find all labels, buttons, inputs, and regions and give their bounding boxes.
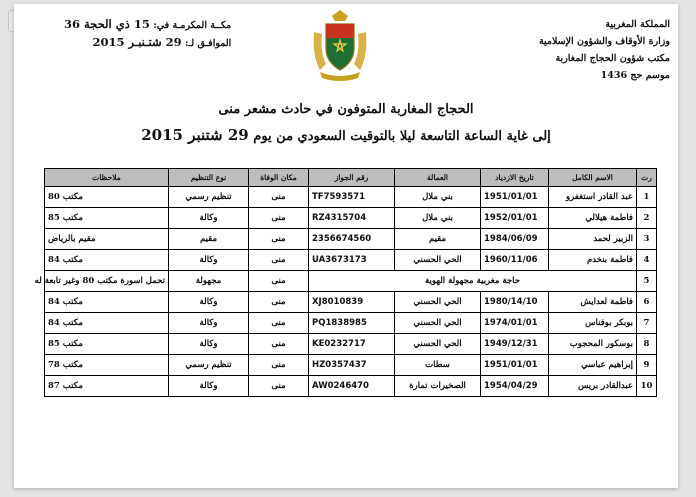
cell-name: فاطمة هيلالي <box>549 208 637 229</box>
cell-num: 7 <box>637 313 657 334</box>
cell-notes: مكتب 84 <box>45 313 169 334</box>
header-cell-death-place: مكان الوفاة <box>249 169 309 187</box>
table-row <box>45 376 657 397</box>
cell-passport: PQ1838985 <box>309 313 395 334</box>
cell-num: 1 <box>637 187 657 208</box>
cell-num: 2 <box>637 208 657 229</box>
victims-table <box>34 168 657 397</box>
date-line-gregorian <box>64 34 231 52</box>
cell-name: بوبكر بوفناس <box>549 313 637 334</box>
cell-prefecture: الحي الحسني <box>395 250 481 271</box>
cell-birthdate: 1952/01/01 <box>481 208 549 229</box>
cell-prefecture: سطات <box>395 355 481 376</box>
cell-name: إبراهيم عباسي <box>549 355 637 376</box>
cell-birthdate: 1960/11/06 <box>481 250 549 271</box>
cell-passport: XJ8010839 <box>309 292 395 313</box>
table-header-row <box>45 169 657 187</box>
cell-death-place: منى <box>249 334 309 355</box>
cell-birthdate: 1954/04/29 <box>481 376 549 397</box>
header-line-kingdom: المملكة المغربية <box>605 19 670 30</box>
cell-org-type: وكالة <box>169 334 249 355</box>
header-cell-notes: ملاحظات <box>45 169 169 187</box>
cell-notes: مكتب 80 <box>45 187 169 208</box>
cell-org-type: تنظيم رسمي <box>169 187 249 208</box>
cell-birthdate: 1949/12/31 <box>481 334 549 355</box>
cell-org-type: مقيم <box>169 229 249 250</box>
date-label-gregorian: الموافـق لـ: <box>184 38 232 49</box>
table-row <box>45 355 657 376</box>
cell-notes: تحمل اسورة مكتب 80 وغير تابعة له <box>45 271 169 292</box>
cell-prefecture: مقيم <box>395 229 481 250</box>
cell-death-place: منى <box>249 313 309 334</box>
cell-num: 5 <box>637 271 657 292</box>
header-line-ministry: وزارة الأوقاف والشؤون الإسلامية <box>538 36 670 47</box>
cell-death-place: منى <box>249 208 309 229</box>
cell-name: فاطمة بنخدم <box>549 250 637 271</box>
table-row <box>45 292 657 313</box>
cell-num: 10 <box>637 376 657 397</box>
header-cell-org-type: نوع التنظيم <box>169 169 249 187</box>
date-header <box>64 16 231 52</box>
cell-notes: مكتب 84 <box>45 250 169 271</box>
cell-org-type: وكالة <box>169 313 249 334</box>
header-cell-birthdate: تاريخ الازدياد <box>481 169 549 187</box>
cell-death-place: منى <box>249 376 309 397</box>
cell-prefecture: الحي الحسني <box>395 292 481 313</box>
date-value-hijri: 15 ذي الحجة 36 <box>64 17 150 31</box>
cell-notes: مكتب 84 <box>45 292 169 313</box>
cell-num: 9 <box>637 355 657 376</box>
cell-name: بوسكور المحجوب <box>549 334 637 355</box>
date-value-gregorian: 29 شتـنبـر 2015 <box>92 35 182 49</box>
table-row <box>45 208 657 229</box>
cell-org-type: وكالة <box>169 208 249 229</box>
cell-org-type: وكالة <box>169 250 249 271</box>
cell-passport: TF7593571 <box>309 187 395 208</box>
cell-notes: مكتب 78 <box>45 355 169 376</box>
document-title: الحجاج المغاربة المتوفون في حادث مشعر منى <box>218 102 474 117</box>
header-cell-passport: رقم الجواز <box>309 169 395 187</box>
table-row <box>45 229 657 250</box>
cell-unidentified-merged: حاجة مغربية مجهولة الهوية <box>309 271 637 292</box>
document-subtitle <box>14 126 678 144</box>
header-line-office: مكتب شؤون الحجاج المغاربة <box>555 53 670 64</box>
cell-name: عبدالقادر بريس <box>549 376 637 397</box>
cell-prefecture: الحي الحسني <box>395 313 481 334</box>
cell-birthdate: 1980/14/10 <box>481 292 549 313</box>
cell-passport: KE0232717 <box>309 334 395 355</box>
cell-num: 6 <box>637 292 657 313</box>
cell-prefecture: الصخيرات تمارة <box>395 376 481 397</box>
cell-death-place: منى <box>249 355 309 376</box>
cell-num: 3 <box>637 229 657 250</box>
table-row <box>45 187 657 208</box>
ministry-header <box>539 16 670 84</box>
header-cell-prefecture: العمالة <box>395 169 481 187</box>
subtitle-text: إلى غاية الساعة التاسعة ليلا بالتوقيت السعودي من يوم <box>253 129 551 144</box>
date-line-hijri <box>64 16 231 34</box>
cell-passport: RZ4315704 <box>309 208 395 229</box>
cell-passport: UA3673173 <box>309 250 395 271</box>
subtitle-date: 29 شتنبر 2015 <box>141 126 249 144</box>
header-cell-name: الاسم الكامل <box>549 169 637 187</box>
cell-name: فاطمة لعدايش <box>549 292 637 313</box>
cell-name: عبد القادر استغفرو <box>549 187 637 208</box>
table-row-unidentified <box>45 271 657 292</box>
table-row <box>45 250 657 271</box>
cell-death-place: منى <box>249 250 309 271</box>
cell-birthdate: 1974/01/01 <box>481 313 549 334</box>
cell-org-type: وكالة <box>169 292 249 313</box>
cell-birthdate: 1984/06/09 <box>481 229 549 250</box>
cell-num: 8 <box>637 334 657 355</box>
cell-birthdate: 1951/01/01 <box>481 355 549 376</box>
cell-death-place: منى <box>249 187 309 208</box>
cell-passport: HZ0357437 <box>309 355 395 376</box>
cell-death-place: منى <box>249 292 309 313</box>
cell-death-place: منى <box>249 229 309 250</box>
cell-notes: مكتب 85 <box>45 208 169 229</box>
header-line-season: موسم حج 1436 <box>600 70 670 81</box>
cell-num: 4 <box>637 250 657 271</box>
coat-of-arms-icon <box>310 10 370 82</box>
cell-org-type: مجهولة <box>169 271 249 292</box>
cell-prefecture: بني ملال <box>395 208 481 229</box>
cell-notes: مقيم بالرياض <box>45 229 169 250</box>
cell-org-type: وكالة <box>169 376 249 397</box>
table-row <box>45 334 657 355</box>
cell-prefecture: بني ملال <box>395 187 481 208</box>
cell-passport: 2356674560 <box>309 229 395 250</box>
cell-passport: AW0246470 <box>309 376 395 397</box>
cell-prefecture: الحي الحسني <box>395 334 481 355</box>
cell-org-type: تنظيم رسمي <box>169 355 249 376</box>
header-cell-num: رت <box>637 169 657 187</box>
date-label-hijri: مكــة المكرمـة في: <box>153 20 232 31</box>
table-row <box>45 313 657 334</box>
cell-birthdate: 1951/01/01 <box>481 187 549 208</box>
document-page <box>14 4 678 488</box>
cell-notes: مكتب 85 <box>45 334 169 355</box>
cell-notes: مكتب 87 <box>45 376 169 397</box>
cell-death-place: منى <box>249 271 309 292</box>
cell-name: الزبير لحمد <box>549 229 637 250</box>
